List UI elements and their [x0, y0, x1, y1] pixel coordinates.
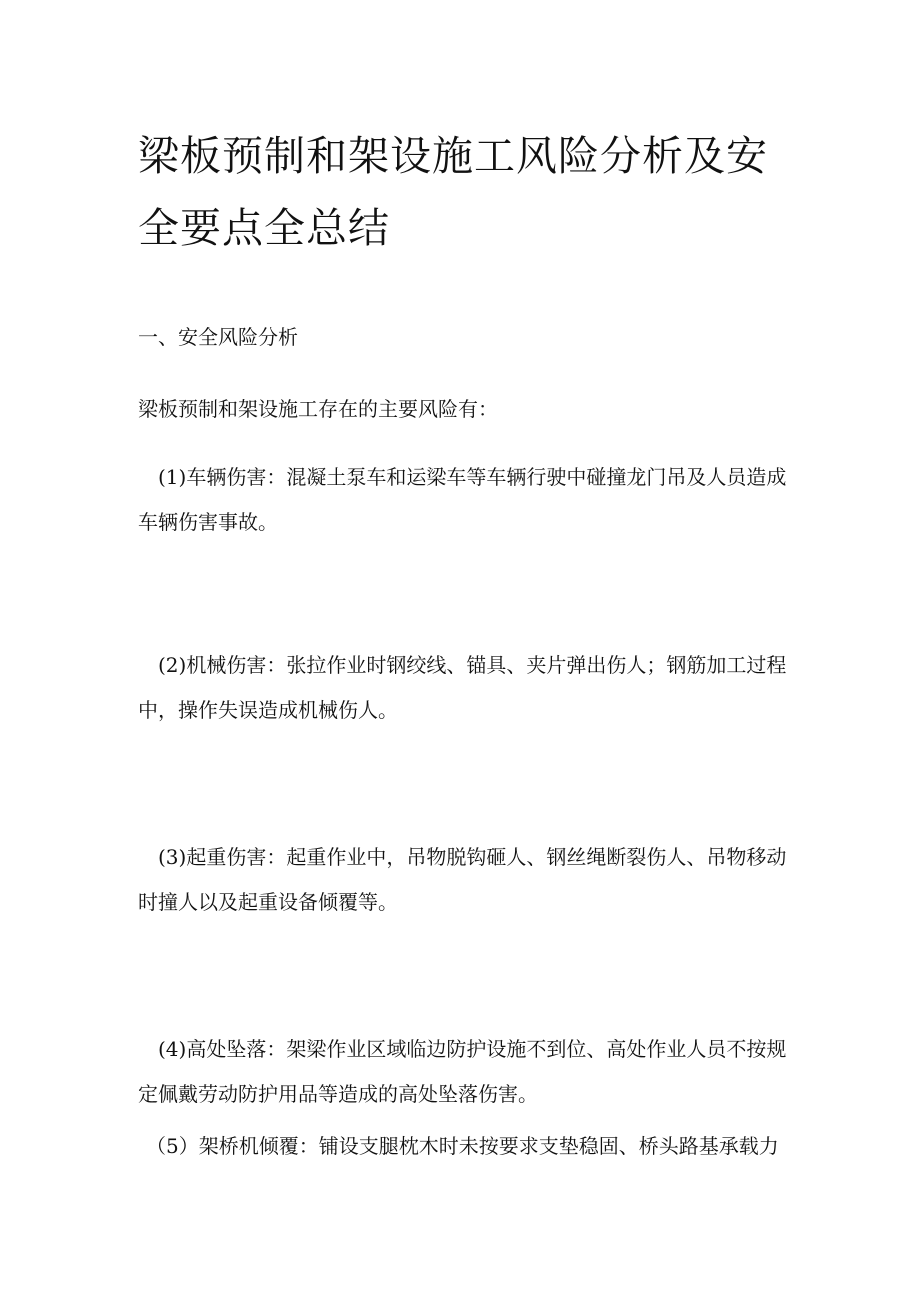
risk-item-bridge-erector — [138, 1124, 788, 1169]
risk-item-lifting — [138, 835, 788, 925]
risk-item-line: 车辆伤害事故。 — [138, 510, 278, 534]
risk-item-line: 定佩戴劳动防护用品等造成的高处坠落伤害。 — [138, 1082, 538, 1106]
risk-item-line: (1)车辆伤害：混凝土泵车和运梁车等车辆行驶中碰撞龙门吊及人员造成 — [158, 465, 787, 489]
risk-item-line: （5）架桥机倾覆：铺设支腿枕木时未按要求支垫稳固、桥头路基承载力 — [146, 1134, 779, 1158]
risk-item-fall — [138, 1027, 788, 1117]
risk-item-line: (2)机械伤害：张拉作业时钢绞线、锚具、夹片弹出伤人；钢筋加工过程 — [158, 653, 787, 677]
risk-item-line: 中，操作失误造成机械伤人。 — [138, 698, 398, 722]
risk-item-line: 时撞人以及起重设备倾覆等。 — [138, 890, 398, 914]
document-title — [138, 120, 788, 264]
title-line-2: 全要点全总结 — [138, 204, 390, 252]
title-line-1: 梁板预制和架设施工风险分析及安 — [138, 132, 768, 180]
risk-item-machinery — [138, 643, 788, 733]
section-heading: 一、安全风险分析 — [138, 325, 298, 349]
risk-item-line: (4)高处坠落：架梁作业区域临边防护设施不到位、高处作业人员不按规 — [158, 1037, 787, 1061]
risk-item-line: (3)起重伤害：起重作业中，吊物脱钩砸人、钢丝绳断裂伤人、吊物移动 — [158, 845, 787, 869]
risk-item-vehicle — [138, 455, 788, 545]
intro-paragraph: 梁板预制和架设施工存在的主要风险有： — [138, 397, 498, 421]
